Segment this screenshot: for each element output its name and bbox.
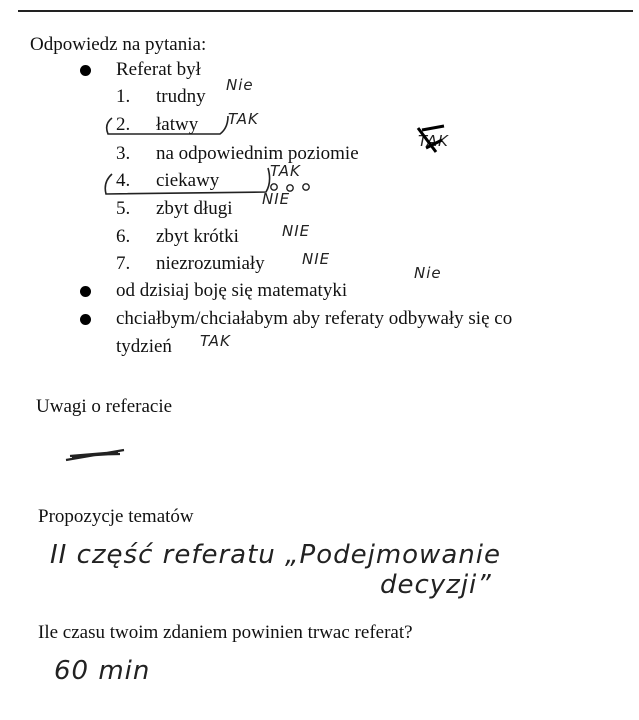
answer-handwritten: NIE — [302, 250, 331, 268]
item-number: 3. — [116, 143, 131, 164]
item-number: 2. — [116, 114, 131, 135]
topics-answer-line2: decyzji” — [380, 570, 492, 600]
answer-handwritten: TAK — [200, 332, 231, 350]
answer-handwritten: NIE — [282, 222, 311, 240]
scribble-mark — [418, 126, 444, 152]
answer-handwritten: TAK — [418, 132, 449, 150]
circle-mark — [287, 185, 293, 191]
bracket-mark — [105, 168, 269, 194]
statement-math-fear: od dzisiaj boję się matematyki — [116, 280, 348, 301]
item-text: zbyt długi — [156, 198, 233, 219]
item-text: trudny — [156, 86, 206, 107]
item-text: zbyt krótki — [156, 226, 239, 247]
remarks-label: Uwagi o referacie — [36, 396, 173, 417]
heading: Odpowiedz na pytania: — [30, 34, 207, 55]
duration-question: Ile czasu twoim zdaniem powinien trwac referat? — [38, 622, 413, 643]
topics-answer-line1: II część referatu „Podejmowanie — [50, 540, 501, 570]
section1-label: Referat był — [116, 59, 201, 80]
circle-mark — [303, 184, 309, 190]
item-number: 5. — [116, 198, 131, 219]
answer-handwritten: TAK — [270, 162, 301, 180]
answer-handwritten: NIE — [262, 190, 291, 208]
item-text: ciekawy — [156, 170, 220, 191]
scribble-mark — [66, 450, 124, 460]
item-number: 7. — [116, 253, 131, 274]
bracket-mark — [107, 116, 228, 134]
item-text: łatwy — [156, 114, 199, 135]
item-number: 6. — [116, 226, 131, 247]
item-number: 4. — [116, 170, 131, 191]
answer-handwritten: TAK — [228, 110, 259, 128]
topics-label: Propozycje tematów — [38, 506, 194, 527]
item-number: 1. — [116, 86, 131, 107]
statement-weekly-line2: tydzień — [116, 336, 172, 357]
circle-mark — [271, 184, 277, 190]
answer-handwritten: Nie — [226, 76, 254, 94]
answer-handwritten: Nie — [414, 264, 442, 282]
duration-answer: 60 min — [54, 656, 151, 686]
item-text: niezrozumiały — [156, 253, 265, 274]
item-text: na odpowiednim poziomie — [156, 143, 359, 164]
statement-weekly-line1: chciałbym/chciałabym aby referaty odbywały się co — [116, 308, 513, 329]
